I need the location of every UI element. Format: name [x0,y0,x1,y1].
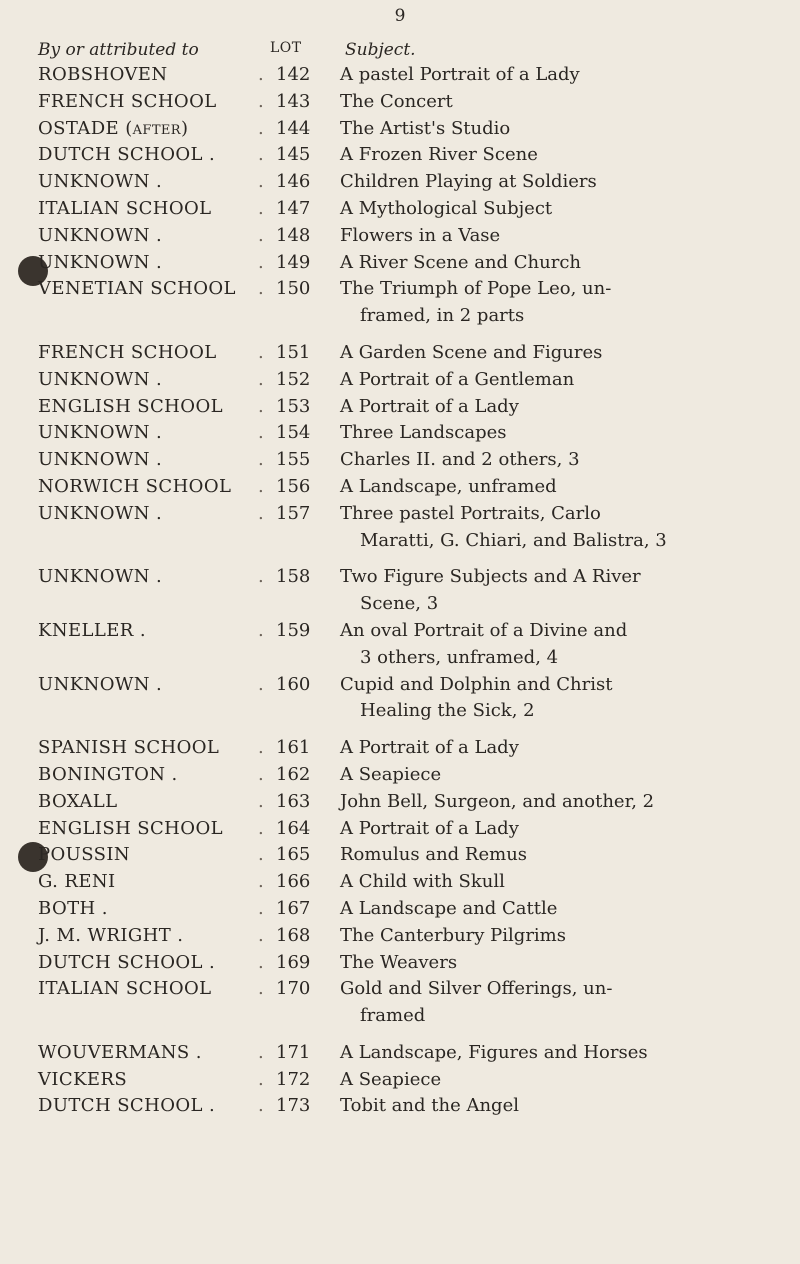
lot-number: 160 [276,673,311,695]
lot-number: 168 [276,924,311,946]
subject-text [340,340,720,367]
subject-line: The Artist's Studio [340,117,511,139]
subject-text [340,976,720,1030]
header-lot: LOT [270,40,302,56]
lot-number: 161 [276,737,311,759]
subject-line: Charles II. and 2 others, 3 [340,449,580,471]
list-item [0,116,800,143]
subject-line: framed [360,1005,426,1027]
subject-line: A Mythological Subject [340,197,553,219]
leader-dot: . [258,844,264,866]
leader-dot: . [258,224,264,246]
subject-text [340,394,720,421]
subject-text [340,62,720,89]
list-item [0,196,800,223]
artist-name: FRENCH SCHOOL [38,90,217,112]
leader-dot: . [258,673,264,695]
subject-text [340,420,720,447]
lot-number: 172 [276,1068,311,1090]
lot-number: 151 [276,341,311,363]
list-item [0,735,800,762]
artist-name: ENGLISH SCHOOL [38,817,223,839]
lot-number: 165 [276,844,311,866]
subject-line: A Landscape and Cattle [340,897,558,919]
page-number: 9 [394,6,406,26]
subject-line: A Portrait of a Lady [340,395,519,417]
subject-line: Maratti, G. Chiari, and Balistra, 3 [360,529,667,551]
subject-line: A Landscape, Figures and Horses [340,1041,648,1063]
subject-text [340,1093,720,1120]
lot-number: 167 [276,897,311,919]
list-item [0,1093,800,1120]
subject-text [340,672,720,726]
subject-text [340,367,720,394]
subject-line: A pastel Portrait of a Lady [340,64,580,85]
lot-number: 158 [276,566,311,588]
lot-number: 150 [276,278,311,300]
subject-line: A Portrait of a Lady [340,817,519,839]
artist-name: DUTCH SCHOOL . [38,1095,216,1117]
artist-name: UNKNOWN . [38,171,163,193]
artist-name: UNKNOWN . [38,449,163,471]
subject-line: Healing the Sick, 2 [360,700,535,722]
subject-line: framed, in 2 parts [360,305,525,327]
subject-line: A Garden Scene and Figures [340,341,603,363]
subject-text [340,250,720,277]
lot-number: 157 [276,502,311,524]
list-item [0,618,800,672]
artist-name: UNKNOWN . [38,566,163,588]
artist-name: ROBSHOVEN [38,64,168,85]
list-item [0,223,800,250]
subject-text [340,869,720,896]
artist-name: UNKNOWN . [38,224,163,246]
lot-number: 147 [276,197,311,219]
lot-number: 152 [276,368,311,390]
subject-text [340,762,720,789]
subject-line: A Child with Skull [340,871,505,893]
subject-text [340,447,720,474]
subject-line: A Landscape, unframed [340,475,557,497]
list-item [0,672,800,726]
artist-name: ITALIAN SCHOOL [38,197,212,219]
leader-dot: . [258,197,264,219]
subject-text [340,276,720,330]
artist-name: UNKNOWN . [38,673,163,695]
leader-dot: . [258,368,264,390]
artist-name: DUTCH SCHOOL . [38,951,216,973]
leader-dot: . [258,737,264,759]
leader-dot: . [258,1095,264,1117]
list-item [0,1040,800,1067]
list-item [0,501,800,555]
artist-name: ENGLISH SCHOOL [38,395,223,417]
subject-text [340,564,720,618]
subject-text [340,1040,720,1067]
subject-line: A Seapiece [340,1068,442,1090]
subject-line: Children Playing at Soldiers [340,171,597,193]
artist-name: NORWICH SCHOOL [38,475,232,497]
subject-line: Gold and Silver Offerings, un- [340,978,613,1000]
lot-number: 159 [276,619,311,641]
subject-text [340,789,720,816]
list-item [0,276,800,330]
artist-name: BOTH . [38,897,108,919]
artist-name: BONINGTON . [38,763,178,785]
artist-name: J. M. WRIGHT . [38,924,184,946]
list-item [0,842,800,869]
leader-dot: . [258,924,264,946]
list-item [0,142,800,169]
list-item [0,896,800,923]
lot-number: 156 [276,475,311,497]
list-item [0,976,800,1030]
lot-number: 171 [276,1041,311,1063]
lot-number: 162 [276,763,311,785]
leader-dot: . [258,1068,264,1090]
leader-dot: . [258,566,264,588]
subject-text [340,618,720,672]
subject-text [340,89,720,116]
list-item [0,762,800,789]
list-item [0,420,800,447]
list-item [0,1067,800,1094]
artist-name: KNELLER . [38,619,146,641]
list-item [0,250,800,277]
leader-dot: . [258,475,264,497]
subject-text [340,116,720,143]
leader-dot: . [258,817,264,839]
lot-number: 143 [276,90,311,112]
lot-number: 170 [276,978,311,1000]
subject-line: A Portrait of a Lady [340,737,519,759]
artist-name: UNKNOWN . [38,251,163,273]
subject-line: Cupid and Dolphin and Christ [340,673,613,695]
subject-line: The Canterbury Pilgrims [340,924,566,946]
lot-number: 173 [276,1095,311,1117]
header-subject: Subject. [345,40,416,60]
artist-name: VICKERS [38,1068,128,1090]
list-item [0,950,800,977]
leader-dot: . [258,897,264,919]
subject-line: Three pastel Portraits, Carlo [340,502,601,524]
lot-number: 155 [276,449,311,471]
leader-dot: . [258,395,264,417]
subject-text [340,816,720,843]
subject-line: Two Figure Subjects and A River [340,566,641,588]
subject-text [340,169,720,196]
header-artist: By or attributed to [38,40,199,60]
list-item [0,89,800,116]
subject-line: Three Landscapes [340,422,507,444]
list-item [0,447,800,474]
subject-line: A Portrait of a Gentleman [340,368,575,390]
list-item [0,62,800,89]
lot-number: 154 [276,422,311,444]
subject-line: Flowers in a Vase [340,224,501,246]
subject-line: A Seapiece [340,763,442,785]
leader-dot: . [258,90,264,112]
subject-text [340,1067,720,1094]
artist-name: UNKNOWN . [38,368,163,390]
leader-dot: . [258,1041,264,1063]
leader-dot: . [258,278,264,300]
catalogue-list [0,62,800,1120]
subject-line: A Frozen River Scene [340,144,538,166]
artist-name: WOUVERMANS . [38,1041,202,1063]
subject-line: The Weavers [340,951,458,973]
list-item [0,816,800,843]
artist-name: ITALIAN SCHOOL [38,978,212,1000]
artist-name: OSTADE (after) [38,117,189,139]
list-item [0,394,800,421]
leader-dot: . [258,502,264,524]
subject-line: Scene, 3 [360,593,439,615]
artist-name: UNKNOWN . [38,422,163,444]
list-item [0,564,800,618]
list-item [0,367,800,394]
subject-line: John Bell, Surgeon, and another, 2 [340,790,655,812]
artist-name: SPANISH SCHOOL [38,737,220,759]
lot-number: 146 [276,171,311,193]
subject-text [340,735,720,762]
list-item [0,474,800,501]
subject-text [340,501,720,555]
subject-line: The Concert [340,90,453,112]
lot-number: 142 [276,64,311,85]
subject-text [340,142,720,169]
subject-text [340,474,720,501]
artist-name: UNKNOWN . [38,502,163,524]
lot-number: 144 [276,117,311,139]
artist-name: POUSSIN [38,844,131,866]
leader-dot: . [258,144,264,166]
lot-number: 145 [276,144,311,166]
leader-dot: . [258,790,264,812]
artist-name: G. RENI [38,871,116,893]
list-item [0,869,800,896]
subject-line: Tobit and the Angel [340,1095,519,1117]
subject-line: A River Scene and Church [340,251,582,273]
lot-number: 148 [276,224,311,246]
leader-dot: . [258,763,264,785]
leader-dot: . [258,117,264,139]
lot-number: 164 [276,817,311,839]
artist-name: FRENCH SCHOOL [38,341,217,363]
leader-dot: . [258,871,264,893]
subject-line: Romulus and Remus [340,844,528,866]
leader-dot: . [258,64,264,85]
lot-number: 153 [276,395,311,417]
leader-dot: . [258,951,264,973]
subject-text [340,950,720,977]
lot-number: 163 [276,790,311,812]
artist-name: VENETIAN SCHOOL [38,278,236,300]
lot-number: 149 [276,251,311,273]
leader-dot: . [258,251,264,273]
subject-line: The Triumph of Pope Leo, un- [340,278,612,300]
lot-number: 166 [276,871,311,893]
subject-text [340,223,720,250]
list-item [0,340,800,367]
subject-text [340,896,720,923]
subject-text [340,842,720,869]
leader-dot: . [258,171,264,193]
lot-number: 169 [276,951,311,973]
list-item [0,789,800,816]
leader-dot: . [258,978,264,1000]
list-item [0,169,800,196]
artist-name: DUTCH SCHOOL . [38,144,216,166]
leader-dot: . [258,619,264,641]
leader-dot: . [258,449,264,471]
list-item [0,923,800,950]
leader-dot: . [258,422,264,444]
subject-line: 3 others, unframed, 4 [360,646,559,668]
subject-text [340,923,720,950]
artist-name: BOXALL [38,790,118,812]
leader-dot: . [258,341,264,363]
subject-line: An oval Portrait of a Divine and [340,619,628,641]
subject-text [340,196,720,223]
